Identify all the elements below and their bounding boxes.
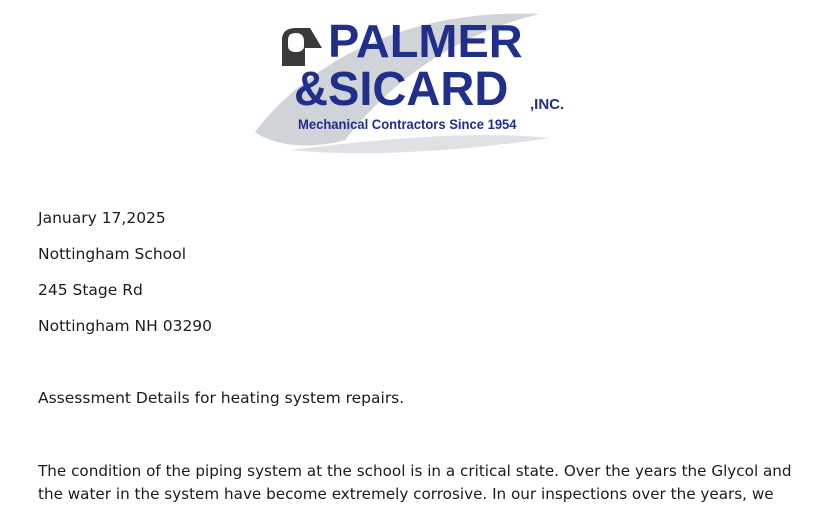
body-line: The condition of the piping system at the school is in a critical state. Over the years the Glycol and [38,462,792,480]
logo-tagline: Mechanical Contractors Since 1954 [298,116,517,132]
recipient-street: 245 Stage Rd [38,281,143,299]
letter-subject: Assessment Details for heating system repairs. [38,389,405,407]
logo-company-line2: &SICARD [294,63,509,116]
logo-company-suffix: ,INC. [530,96,565,113]
body-line: the water in the system have become extremely corrosive. In our inspections over the years, we [38,485,774,503]
logo-mark-icon [282,28,322,66]
letter-body-paragraph [38,460,792,506]
logo-company-line1: PALMER [328,15,523,67]
company-logo [250,0,580,160]
letter-date: January 17,2025 [38,209,166,227]
recipient-city: Nottingham NH 03290 [38,317,213,335]
recipient-name: Nottingham School [38,245,187,263]
